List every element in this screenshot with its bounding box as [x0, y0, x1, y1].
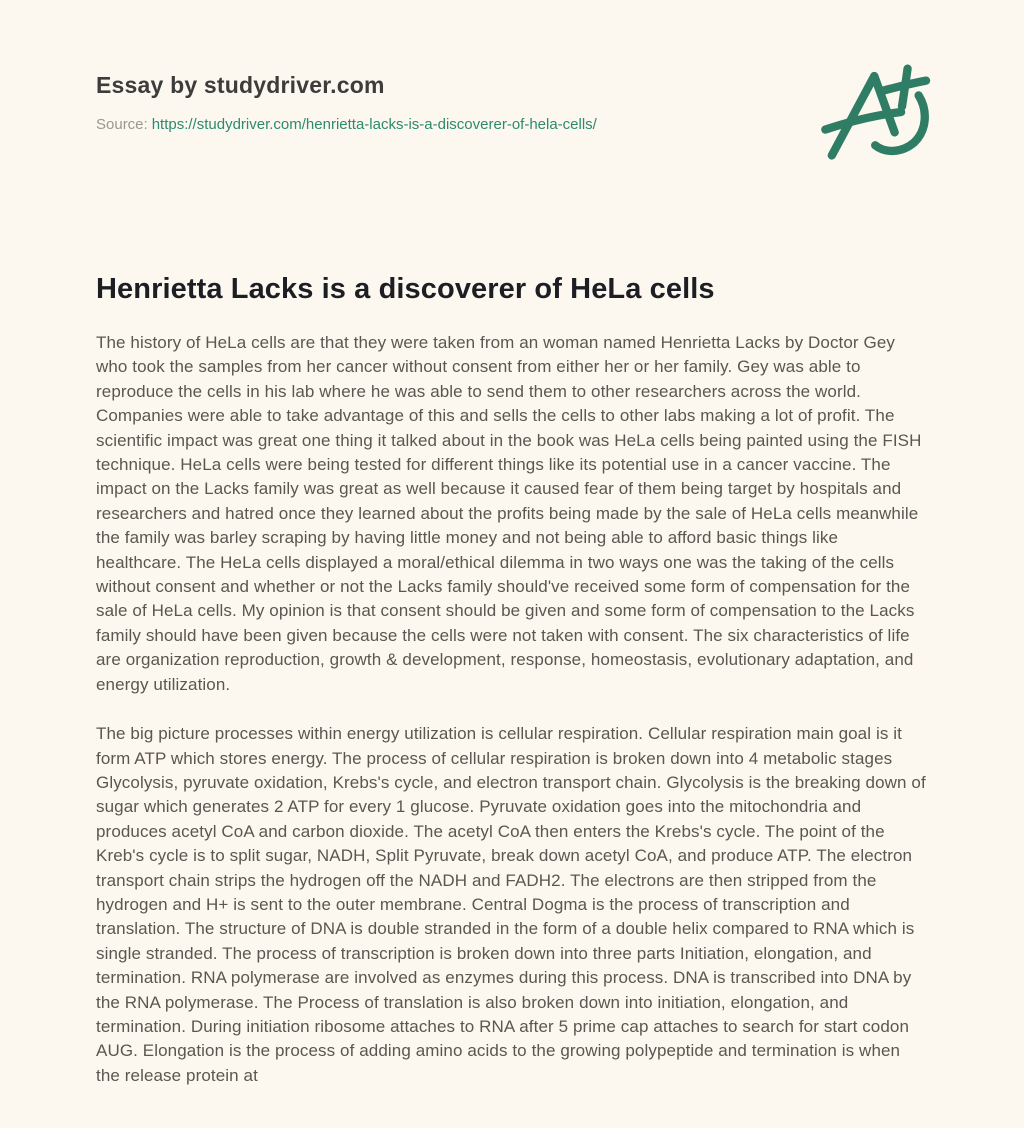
- source-line: [96, 116, 597, 133]
- source-link[interactable]: https://studydriver.com/henrietta-lacks-is-a-discoverer-of-hela-cells/: [151, 116, 597, 133]
- essay-title: Henrietta Lacks is a discoverer of HeLa cells: [96, 273, 715, 305]
- document-header: [96, 62, 928, 161]
- source-label: Source:: [96, 116, 148, 133]
- essay-paragraph-2: The big picture processes within energy utilization is cellular respiration. Cellular respiration main goal is it form ATP which stores energy. The process of cellular respiration is broken down into 4 metabolic stages Glycolysis, pyruvate oxidation, Krebs's cycle, and electron transport chain. Glycolysis is the breaking down of sugar which generates 2 ATP for every 1 glucose. Pyruvate oxidation goes into the mitochondria and produces acetyl CoA and carbon dioxide. The acetyl CoA then enters the Krebs's cycle. The point of the Kreb's cycle is to split sugar, NADH, Split Pyruvate, break down acetyl CoA, and produce ATP. The electron transport chain strips the hydrogen off the NADH and FADH2. The electrons are then stripped from the hydrogen and H+ is sent to the outer membrane. Central Dogma is the process of transcription and translation. The structure of DNA is double stranded in the form of a double helix compared to RNA which is single stranded. The process of transcription is broken down into three parts Initiation, elongation, and termination. RNA polymerase are involved as enzymes during this process. DNA is transcribed into DNA by the RNA polymerase. The Process of translation is also broken down into initiation, elongation, and termination. During initiation ribosome attaches to RNA after 5 prime cap attaches to search for start codon AUG. Elongation is the process of adding amino acids to the growing polypeptide and termination is when the release protein at: [96, 724, 926, 1085]
- essay-paragraph-1: The history of HeLa cells are that they were taken from an woman named Henrietta Lacks by Doctor Gey who took the samples from her cancer without consent from either her or her family. Gey was able to reproduce the cells in his lab where he was able to send them to other researchers across the world. Companies were able to take advantage of this and sells the cells to other labs making a lot of profit. The scientific impact was great one thing it talked about in the book was HeLa cells being painted using the FISH technique. HeLa cells were being tested for different things like its potential use in a cancer vaccine. The impact on the Lacks family was great as well because it caused fear of them being target by hospitals and researchers and hatred once they learned about the profits being made by the sale of HeLa cells meanwhile the family was barley scraping by having little money and not being able to afford basic things like healthcare. The HeLa cells displayed a moral/ethical dilemma in two ways one was the taking of the cells without consent and whether or not the Lacks family should've received some form of compensation for the sale of HeLa cells. My opinion is that consent should be given and some form of compensation to the Lacks family should have been given because the cells were not taken with consent. The six characteristics of life are organization reproduction, growth & development, response, homeostasis, evolutionary adaptation, and energy utilization.: [96, 333, 922, 694]
- essay-body: [96, 331, 928, 1088]
- page-title: Essay by studydriver.com: [96, 72, 385, 98]
- header-left: [96, 62, 597, 133]
- a-plus-logo-icon: [820, 64, 936, 161]
